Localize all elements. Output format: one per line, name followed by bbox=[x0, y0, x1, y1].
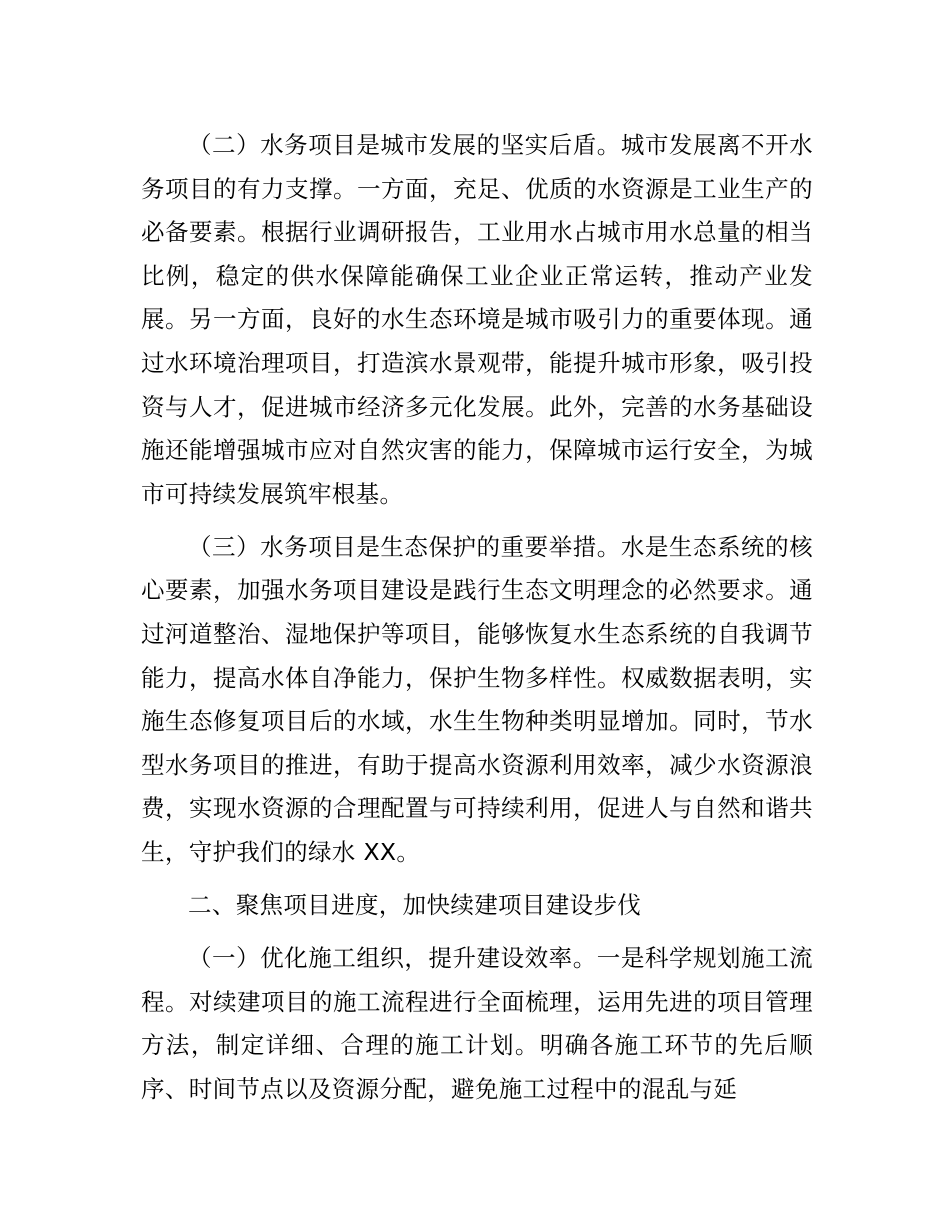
paragraph-subsection-1: （一）优化施工组织，提升建设效率。一是科学规划施工流程。对续建项目的施工流程进行全面梳理，运用先进的项目管理方法，制定详细、合理的施工计划。明确各施工环节的先后顺序、时间节点以及资源分配，避免施工过程中的混乱与延 bbox=[141, 944, 813, 1103]
paragraph-section-2-2: （二）水务项目是城市发展的坚实后盾。城市发展离不开水务项目的有力支撑。一方面，充足、优质的水资源是工业生产的必备要素。根据行业调研报告，工业用水占城市用水总量的相当比例，稳定的供水保障能确保工业企业正常运转，推动产业发展。另一方面，良好的水生态环境是城市吸引力的重要体现。通过水环境治理项目，打造滨水景观带，能提升城市形象，吸引投资与人才，促进城市经济多元化发展。此外，完善的水务基础设施还能增强城市应对自然灾害的能力，保障城市运行安全，为城市可持续发展筑牢根基。 bbox=[141, 131, 813, 508]
section-heading-two: 二、聚焦项目进度，加快续建项目建设步伐 bbox=[188, 891, 642, 920]
paragraph-section-2-3: （三）水务项目是生态保护的重要举措。水是生态系统的核心要素，加强水务项目建设是践行生态文明理念的必然要求。通过河道整治、湿地保护等项目，能够恢复水生态系统的自我调节能力，提高水体自净能力，保护生物多样性。权威数据表明，实施生态修复项目后的水域，水生生物种类明显增加。同时，节水型水务项目的推进，有助于提高水资源利用效率，减少水资源浪费，实现水资源的合理配置与可持续利用，促进人与自然和谐共生，守护我们的绿水 XX。 bbox=[141, 532, 813, 866]
document-body bbox=[141, 124, 813, 1121]
